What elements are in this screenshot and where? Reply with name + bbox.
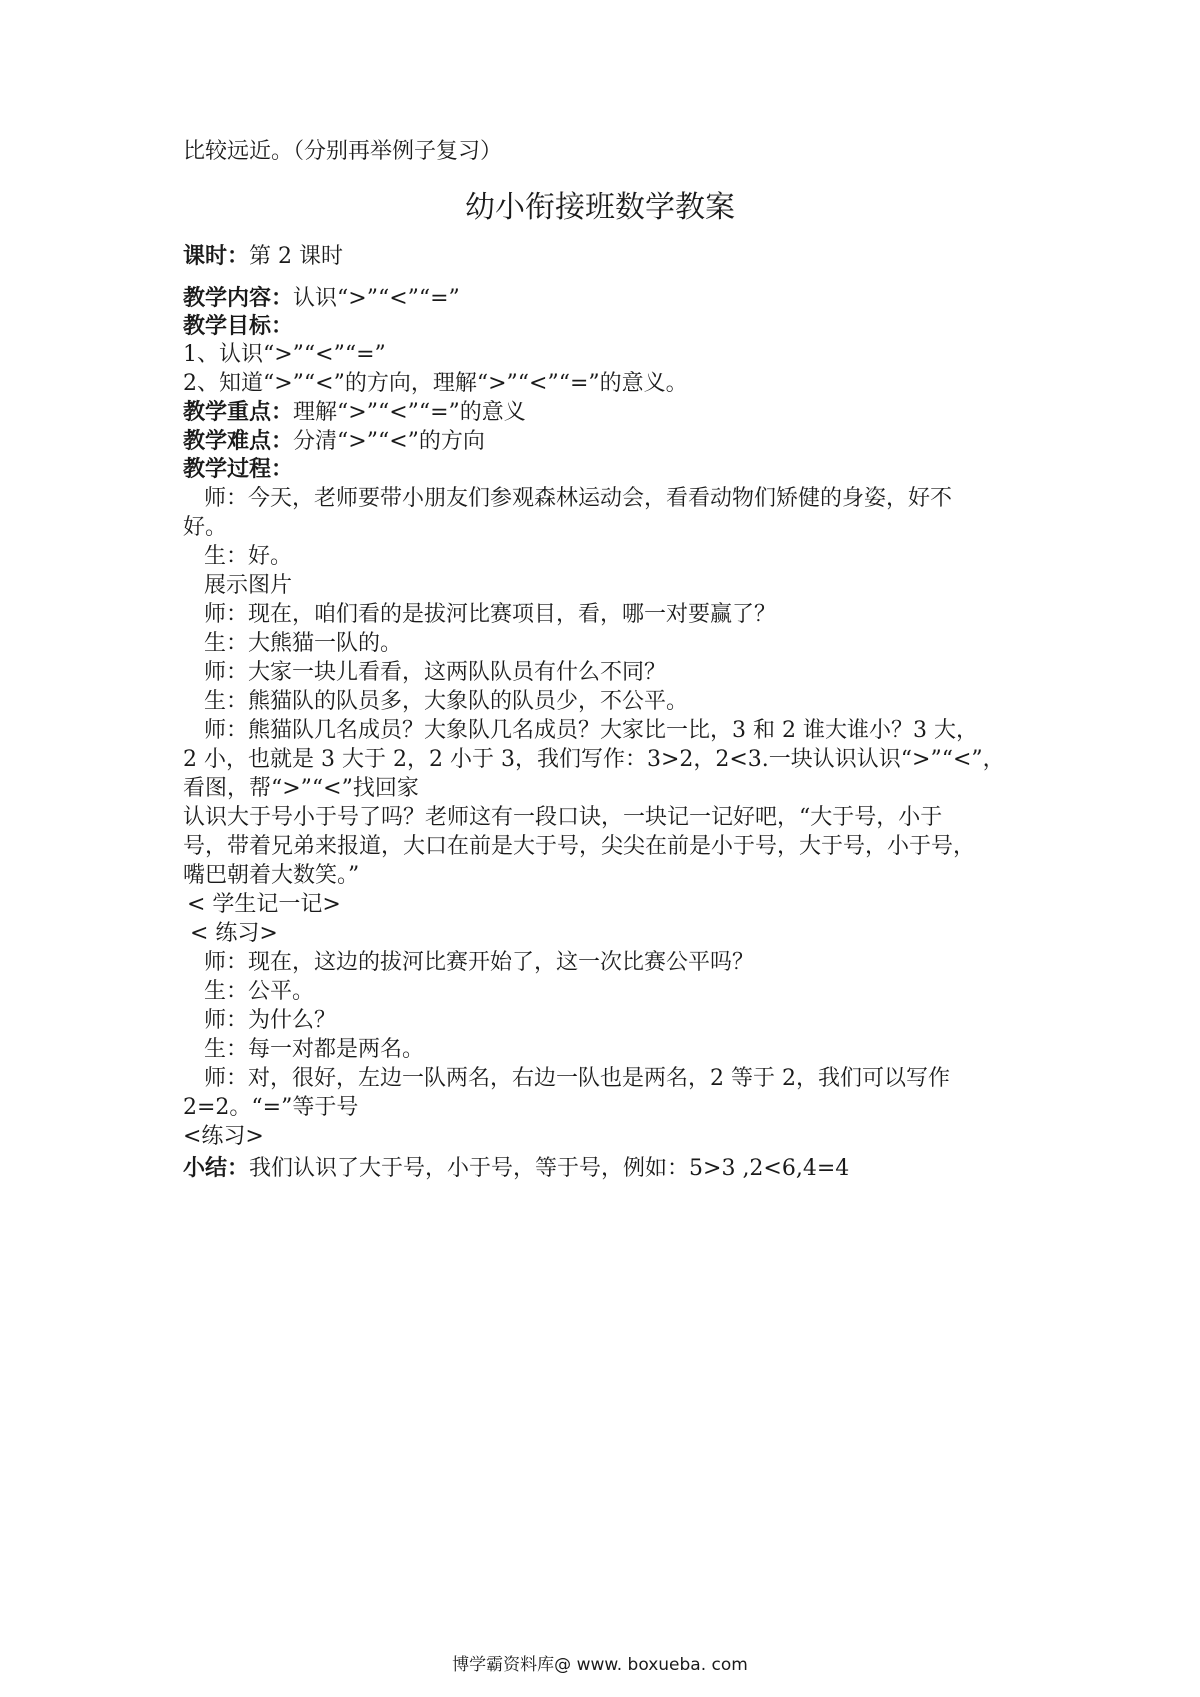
summary-row <box>183 1155 849 1183</box>
key-point-label: 教学重点： <box>183 400 294 425</box>
body-line: 师：现在，咱们看的是拔河比赛项目，看，哪一对要赢了？ <box>204 602 777 627</box>
body-line: 师：熊猫队几名成员？大象队几名成员？大家比一比，3 和 2 谁大谁小？3 大， <box>204 718 978 743</box>
body-line: 生：好。 <box>204 544 293 569</box>
goal-item: 2、知道“>”“<”的方向，理解“>”“<”“=”的意义。 <box>183 371 688 396</box>
lesson-label: 课时： <box>183 244 250 269</box>
body-line: 师：今天，老师要带小朋友们参观森林运动会，看看动物们矫健的身姿，好不 <box>204 486 953 511</box>
body-line: 2=2。“=”等于号 <box>183 1095 359 1120</box>
body-line: 认识大于号小于号了吗？老师这有一段口诀，一块记一记好吧，“大于号，小于 <box>183 805 943 830</box>
body-line: 生：大熊猫一队的。 <box>204 631 403 656</box>
body-line: 生：公平。 <box>204 979 315 1004</box>
footer-watermark: 博学霸资料库@ www. boxueba. com <box>452 1655 748 1675</box>
body-line: 2 小，也就是 3 大于 2，2 小于 3，我们写作：3>2，2<3.一块认识认识“>”“<”， <box>183 747 1005 772</box>
body-line: 看图，帮“>”“<”找回家 <box>183 776 419 801</box>
summary-value: 我们认识了大于号，小于号，等于号，例如：5>3 ,2<6,4=4 <box>249 1156 850 1181</box>
body-line: <练习> <box>183 1124 264 1149</box>
process-heading: 教学过程： <box>183 457 294 482</box>
body-line: 号，带着兄弟来报道，大口在前是大于号，尖尖在前是小于号，大于号，小于号， <box>183 834 976 859</box>
content-label: 教学内容： <box>183 286 294 311</box>
body-line: 展示图片 <box>204 573 293 598</box>
goal-item: 1、认识“>”“<”“=” <box>183 342 386 367</box>
document-title: 幼小衔接班数学教案 <box>465 190 735 225</box>
body-line: 师：大家一块儿看看，这两队队员有什么不同？ <box>204 660 667 685</box>
difficulty-row <box>183 428 485 456</box>
body-line: 生：每一对都是两名。 <box>204 1037 425 1062</box>
key-point-row <box>183 399 526 427</box>
body-line: < 学生记一记> <box>187 892 341 917</box>
body-line: 好。 <box>183 515 228 540</box>
content-value: 认识“>”“<”“=” <box>293 286 460 311</box>
body-line: < 练习> <box>190 921 278 946</box>
body-line: 生：熊猫队的队员多，大象队的队员少，不公平。 <box>204 689 689 714</box>
body-line: 嘴巴朝着大数笑。” <box>183 863 360 888</box>
difficulty-label: 教学难点： <box>183 429 294 454</box>
body-line: 师：现在，这边的拔河比赛开始了，这一次比赛公平吗？ <box>204 950 755 975</box>
key-point-value: 理解“>”“<”“=”的意义 <box>293 400 526 425</box>
previous-page-tail: 比较远近。（分别再举例子复习） <box>183 139 503 164</box>
summary-label: 小结： <box>183 1156 250 1181</box>
body-line: 师：对，很好，左边一队两名，右边一队也是两名，2 等于 2，我们可以写作 <box>204 1066 950 1091</box>
lesson-value: 第 2 课时 <box>249 244 343 269</box>
lesson-row <box>183 243 343 271</box>
content-row <box>183 285 460 313</box>
difficulty-value: 分清“>”“<”的方向 <box>293 429 485 454</box>
body-line: 师：为什么？ <box>204 1008 337 1033</box>
goals-heading: 教学目标： <box>183 314 294 339</box>
